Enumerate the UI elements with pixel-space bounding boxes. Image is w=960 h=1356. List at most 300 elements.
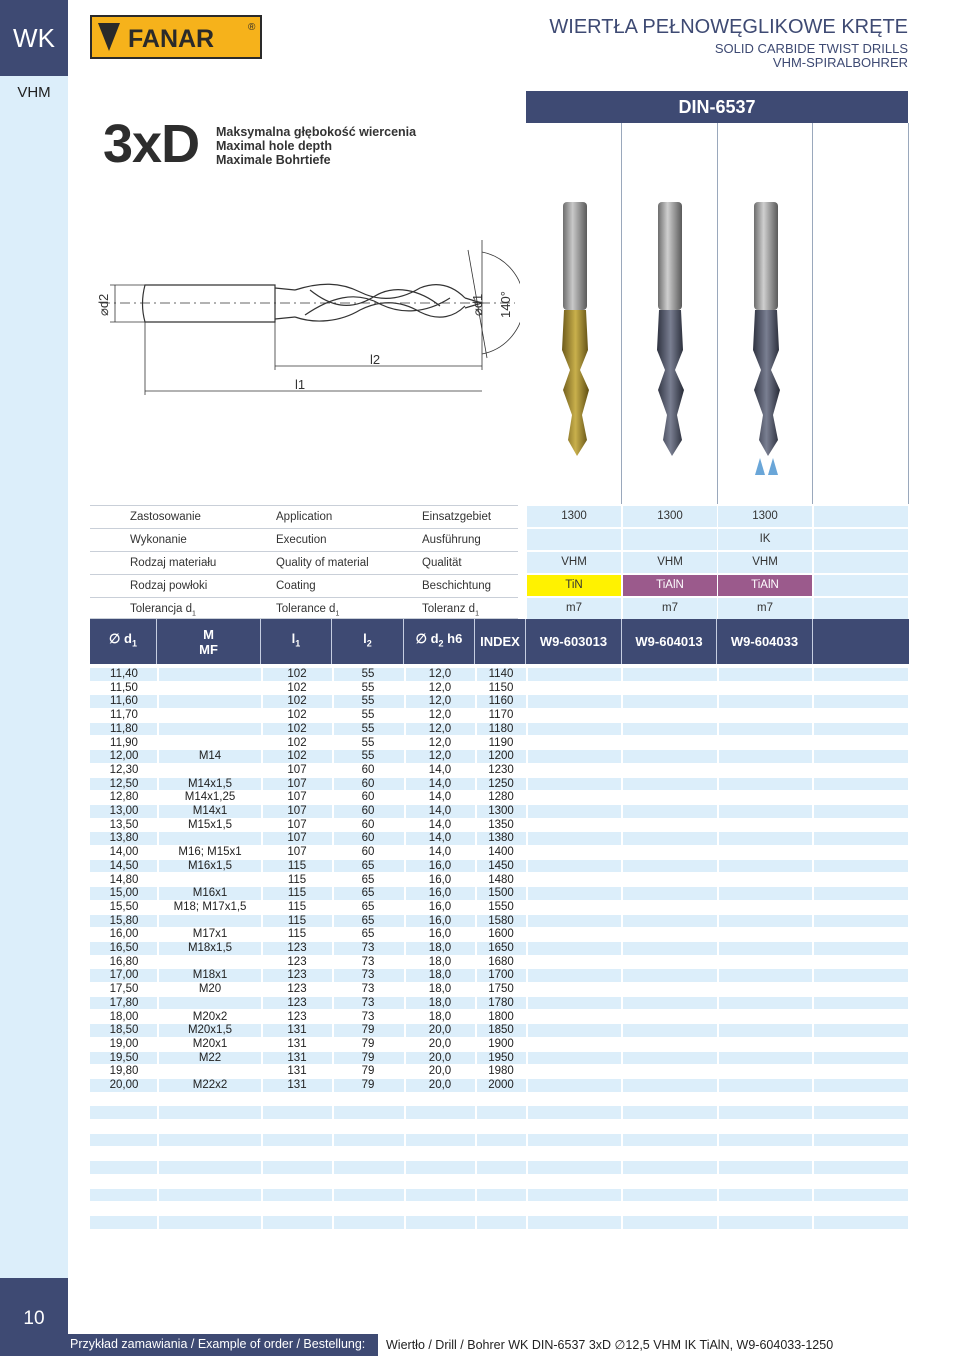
property-label-de: Einsatzgebiet: [422, 511, 492, 523]
table-cell: 20,0: [428, 1079, 452, 1091]
table-cell: 15,00: [109, 887, 139, 900]
property-divider: [90, 505, 518, 506]
table-cell: 115: [287, 859, 307, 872]
table-cell: [165, 764, 255, 777]
property-value: 1300: [718, 506, 812, 527]
logo-graphic: [92, 17, 260, 57]
table-cell: 107: [287, 777, 307, 790]
property-label-en: Application: [276, 511, 333, 523]
table-cell: 20,0: [428, 1051, 452, 1064]
table-cell: 13,50: [109, 818, 139, 831]
header-product-2: W9-604013: [622, 619, 717, 664]
table-cell: 14,50: [109, 859, 139, 872]
table-cell: 60: [361, 791, 375, 804]
property-label-pl: Wykonanie: [130, 534, 187, 546]
table-cell: 79: [361, 1079, 375, 1091]
din-standard-header: DIN-6537: [526, 91, 908, 123]
table-row: [90, 1079, 908, 1092]
property-label-de: Beschichtung: [422, 580, 492, 592]
table-cell: 15,80: [109, 914, 139, 927]
table-cell: 73: [361, 996, 375, 1009]
table-cell: M20x1: [192, 1037, 228, 1050]
header-product-1: W9-603013: [526, 619, 622, 664]
property-label-en: Coating: [276, 580, 316, 592]
table-cell: M14: [198, 750, 222, 763]
table-cell: 20,0: [428, 1024, 452, 1037]
table-cell: 17,00: [109, 969, 139, 982]
table-cell: 13,80: [109, 832, 139, 845]
table-cell: M14x1,5: [187, 777, 233, 790]
property-value: TiAlN: [623, 575, 717, 596]
table-cell: 12,50: [109, 777, 139, 790]
table-cell: 60: [361, 832, 375, 845]
table-cell: 55: [361, 709, 375, 722]
table-cell: 14,0: [428, 777, 452, 790]
property-value: 1300: [623, 506, 717, 527]
table-cell: 16,80: [109, 955, 139, 968]
table-row: [90, 969, 908, 982]
property-value: VHM: [718, 552, 812, 573]
table-row: [90, 737, 908, 750]
table-cell: 16,0: [428, 873, 452, 886]
table-cell: 1170: [488, 709, 514, 722]
table-row: [90, 695, 908, 708]
table-cell: 79: [361, 1065, 375, 1078]
depth-label-de: Maximale Bohrtiefe: [216, 153, 331, 167]
table-cell: [165, 997, 255, 1010]
table-row: [90, 928, 908, 941]
table-cell: 12,00: [109, 750, 139, 763]
table-cell: 1200: [488, 750, 514, 763]
table-cell: 11,50: [110, 681, 138, 694]
page-subtitle-de: VHM-SPIRALBOHRER: [772, 55, 908, 70]
table-cell: 102: [287, 750, 307, 763]
logo-text: FANAR: [128, 25, 215, 53]
table-cell: 12,0: [428, 709, 452, 722]
coolant-arrow-icon: [755, 458, 765, 475]
table-cell: 131: [287, 1079, 307, 1091]
table-cell: M17x1: [192, 928, 228, 941]
table-cell: [165, 682, 255, 695]
table-cell: 1950: [488, 1051, 514, 1064]
column-separator: [261, 667, 263, 1244]
depth-ratio: 3xD: [103, 114, 200, 174]
table-row: [90, 1175, 908, 1188]
drill-image-tialn-ik: [741, 200, 801, 460]
table-cell: 60: [361, 805, 375, 817]
table-row: [90, 860, 908, 873]
property-value: VHM: [623, 552, 717, 573]
table-cell: [165, 874, 255, 887]
table-cell: 107: [287, 805, 307, 817]
table-cell: 1550: [488, 900, 514, 913]
table-cell: 102: [287, 668, 307, 680]
order-example-value: Wiertło / Drill / Bohrer WK DIN-6537 3xD ∅12,5 VHM IK TiAlN, W9-604033-1250: [378, 1334, 960, 1356]
column-divider: [908, 123, 909, 504]
table-cell: 1140: [488, 668, 514, 680]
page-number: 10: [23, 1308, 45, 1329]
table-cell: 1180: [488, 722, 514, 735]
depth-label-pl: Maksymalna głębokość wiercenia: [216, 125, 417, 139]
table-row: [90, 791, 908, 804]
table-cell: 19,00: [109, 1037, 139, 1050]
table-cell: 73: [361, 1010, 375, 1023]
table-cell: 1250: [488, 777, 514, 790]
property-value: [814, 598, 908, 619]
column-separator: [157, 667, 159, 1244]
drill-diagram: [90, 240, 520, 400]
table-cell: 14,0: [428, 763, 452, 776]
column-separator: [621, 667, 623, 1244]
table-cell: 107: [287, 791, 307, 804]
table-cell: 16,50: [109, 942, 139, 954]
table-cell: 18,0: [428, 942, 452, 954]
table-cell: 79: [361, 1024, 375, 1037]
table-cell: 18,0: [428, 955, 452, 968]
table-cell: 55: [361, 695, 375, 708]
drill-image-tin: [550, 200, 610, 460]
table-cell: M18x1,5: [187, 942, 233, 954]
order-example-label: Przykład zamawiania / Example of order / Bestellung:: [70, 1337, 366, 1351]
table-cell: 115: [287, 928, 307, 941]
table-cell: 55: [361, 681, 375, 694]
table-cell: [165, 956, 255, 969]
column-separator: [812, 667, 814, 1244]
table-row: [90, 1093, 908, 1106]
table-cell: 60: [361, 777, 375, 790]
table-row: [90, 1038, 908, 1051]
table-cell: 1160: [488, 695, 514, 708]
page-title: WIERTŁA PEŁNOWĘGLIKOWE KRĘTE: [549, 16, 908, 38]
property-label-pl: Rodzaj materiału: [130, 557, 217, 569]
table-cell: 12,0: [428, 750, 452, 763]
table-cell: 12,0: [428, 681, 452, 694]
table-cell: M20x2: [192, 1010, 228, 1023]
table-cell: 18,00: [109, 1010, 139, 1023]
table-cell: 1400: [488, 846, 514, 859]
property-value: TiN: [527, 575, 621, 596]
column-separator: [404, 667, 406, 1244]
table-cell: 131: [287, 1051, 307, 1064]
table-row: [90, 819, 908, 832]
property-value: [814, 575, 908, 596]
property-value: m7: [718, 598, 812, 619]
table-cell: 1150: [488, 681, 514, 694]
table-cell: 18,50: [109, 1024, 139, 1037]
table-cell: 65: [361, 887, 375, 900]
coolant-arrow-icon: [768, 458, 778, 475]
property-label-pl: Rodzaj powłoki: [130, 580, 208, 592]
table-cell: 102: [287, 722, 307, 735]
table-row: [90, 887, 908, 900]
table-cell: 65: [361, 914, 375, 927]
header-product-3: W9-604033: [717, 619, 813, 664]
table-cell: 14,0: [428, 791, 452, 804]
table-cell: M22x2: [192, 1079, 228, 1091]
table-cell: 12,0: [428, 668, 452, 680]
table-cell: 115: [287, 914, 307, 927]
table-cell: M15x1,5: [187, 818, 233, 831]
table-cell: 60: [361, 818, 375, 831]
property-value: VHM: [527, 552, 621, 573]
table-cell: 79: [361, 1051, 375, 1064]
table-cell: 1980: [488, 1065, 514, 1078]
table-row: [90, 956, 908, 969]
table-row: [90, 1024, 908, 1037]
page-subtitle-en: SOLID CARBIDE TWIST DRILLS: [714, 41, 908, 56]
table-row: [90, 764, 908, 777]
table-cell: 1800: [488, 1010, 514, 1023]
table-cell: 2000: [488, 1079, 514, 1091]
table-row: [90, 1216, 908, 1229]
table-cell: 1900: [488, 1037, 514, 1050]
property-value: IK: [718, 529, 812, 550]
table-cell: 11,60: [110, 695, 138, 708]
table-cell: 131: [287, 1065, 307, 1078]
logo-registered: ®: [248, 22, 256, 33]
property-label-pl: Tolerancja $d_1$: [130, 603, 196, 618]
table-cell: 16,0: [428, 859, 452, 872]
table-cell: 65: [361, 873, 375, 886]
table-cell: 1700: [488, 969, 514, 982]
table-cell: 14,0: [428, 805, 452, 817]
table-row: [90, 1120, 908, 1133]
table-cell: 131: [287, 1037, 307, 1050]
header-index: INDEX: [475, 619, 526, 664]
fanar-logo: [90, 15, 262, 59]
table-cell: 1500: [488, 887, 514, 900]
property-label-de: Toleranz $d_1$: [422, 603, 479, 618]
table-cell: M18x1: [192, 969, 228, 982]
property-value: TiAlN: [718, 575, 812, 596]
table-cell: 1380: [488, 832, 514, 845]
table-cell: M16; M15x1: [178, 846, 242, 859]
table-cell: 123: [287, 942, 307, 954]
property-divider: [90, 551, 518, 552]
table-cell: 18,0: [428, 1010, 452, 1023]
table-cell: 102: [287, 695, 307, 708]
header-empty: [813, 619, 909, 664]
table-cell: M14x1,25: [184, 791, 236, 804]
header-d2: ∅ $d_2$ h6: [404, 619, 475, 664]
depth-label-en: Maximal hole depth: [216, 139, 332, 153]
table-cell: 73: [361, 983, 375, 996]
table-row: [90, 778, 908, 791]
table-cell: 1480: [488, 873, 514, 886]
d2-label: ⌀d2: [96, 293, 111, 316]
table-cell: 19,50: [109, 1051, 139, 1064]
table-row: [90, 846, 908, 859]
table-cell: 131: [287, 1024, 307, 1037]
table-cell: 73: [361, 955, 375, 968]
table-cell: 1450: [488, 859, 514, 872]
table-cell: 12,0: [428, 695, 452, 708]
table-cell: 17,50: [109, 983, 139, 996]
table-cell: [165, 832, 255, 845]
table-cell: 102: [287, 736, 307, 749]
property-label-en: Tolerance $d_1$: [276, 603, 340, 618]
table-cell: 60: [361, 763, 375, 776]
table-row: [90, 805, 908, 818]
table-cell: 18,0: [428, 969, 452, 982]
property-label-de: Ausführung: [422, 534, 481, 546]
table-cell: 107: [287, 832, 307, 845]
property-label-en: Execution: [276, 534, 327, 546]
table-cell: M18; M17x1,5: [173, 900, 247, 913]
table-row: [90, 1011, 908, 1024]
table-row: [90, 1106, 908, 1119]
table-cell: 115: [287, 873, 307, 886]
property-value: [527, 529, 621, 550]
table-cell: 107: [287, 818, 307, 831]
column-separator: [526, 667, 528, 1244]
table-cell: 16,0: [428, 900, 452, 913]
table-cell: 55: [361, 668, 375, 680]
table-row: [90, 942, 908, 955]
table-row: [90, 723, 908, 736]
table-header: [90, 619, 909, 664]
column-separator: [475, 667, 477, 1244]
table-row: [90, 1148, 908, 1161]
table-cell: 73: [361, 942, 375, 954]
table-cell: 1600: [488, 928, 514, 941]
table-row: [90, 997, 908, 1010]
table-cell: 14,0: [428, 832, 452, 845]
table-cell: 1300: [488, 805, 514, 817]
table-cell: 11,40: [110, 668, 138, 680]
table-cell: 12,0: [428, 722, 452, 735]
table-cell: [165, 737, 255, 750]
table-cell: 79: [361, 1037, 375, 1050]
property-value: 1300: [527, 506, 621, 527]
table-cell: 11,70: [110, 709, 138, 722]
table-cell: 20,0: [428, 1037, 452, 1050]
table-row: [90, 874, 908, 887]
table-cell: 1230: [488, 763, 514, 776]
property-label-de: Qualität: [422, 557, 462, 569]
table-row: [90, 915, 908, 928]
table-cell: 1580: [488, 914, 514, 927]
point-angle-label: 140°: [498, 291, 513, 318]
property-label-pl: Zastosowanie: [130, 511, 201, 523]
property-value: m7: [623, 598, 717, 619]
table-cell: 16,0: [428, 887, 452, 900]
table-cell: 123: [287, 955, 307, 968]
property-label-en: Quality of material: [276, 557, 369, 569]
table-cell: 115: [287, 887, 307, 900]
table-cell: [165, 1065, 255, 1078]
table-cell: 1350: [488, 818, 514, 831]
table-cell: 65: [361, 859, 375, 872]
table-cell: [165, 668, 255, 681]
table-row: [90, 901, 908, 914]
table-cell: 14,00: [109, 846, 139, 859]
logo-v-mark: [98, 23, 120, 51]
table-cell: 1650: [488, 942, 514, 954]
property-divider: [90, 528, 518, 529]
table-cell: 19,80: [109, 1065, 139, 1078]
table-cell: 1190: [488, 736, 514, 749]
property-value: m7: [527, 598, 621, 619]
table-cell: M22: [198, 1051, 222, 1064]
table-cell: [165, 915, 255, 928]
table-cell: 14,0: [428, 846, 452, 859]
table-cell: 16,0: [428, 928, 452, 941]
table-cell: 13,00: [109, 805, 139, 817]
table-cell: 123: [287, 996, 307, 1009]
table-cell: 73: [361, 969, 375, 982]
column-divider: [621, 123, 622, 504]
table-row: [90, 682, 908, 695]
table-cell: 65: [361, 928, 375, 941]
table-cell: 1750: [488, 983, 514, 996]
table-cell: 15,50: [109, 900, 139, 913]
header-thread: M MF: [157, 619, 261, 664]
drill-shank: [143, 285, 276, 322]
property-divider: [90, 574, 518, 575]
column-divider: [812, 123, 813, 504]
table-cell: 1780: [488, 996, 514, 1009]
table-cell: [165, 723, 255, 736]
table-row: [90, 1161, 908, 1174]
table-cell: 14,0: [428, 818, 452, 831]
table-cell: 55: [361, 736, 375, 749]
table-row: [90, 1189, 908, 1202]
table-cell: 102: [287, 681, 307, 694]
table-cell: 1680: [488, 955, 514, 968]
property-divider: [90, 597, 518, 598]
table-cell: 16,0: [428, 914, 452, 927]
table-cell: [165, 695, 255, 708]
table-row: [90, 832, 908, 845]
table-cell: 107: [287, 763, 307, 776]
table-cell: 102: [287, 709, 307, 722]
table-cell: 123: [287, 1010, 307, 1023]
table-cell: 123: [287, 983, 307, 996]
table-row: [90, 983, 908, 996]
column-separator: [332, 667, 334, 1244]
table-cell: 12,30: [109, 763, 139, 776]
property-value: [814, 506, 908, 527]
column-separator: [717, 667, 719, 1244]
table-cell: 123: [287, 969, 307, 982]
table-cell: 1850: [488, 1024, 514, 1037]
table-cell: M16x1: [192, 887, 228, 900]
table-cell: 12,80: [109, 791, 139, 804]
drill-image-tialn: [645, 200, 705, 460]
table-cell: 14,80: [109, 873, 139, 886]
table-cell: 12,0: [428, 736, 452, 749]
header-d1: ∅ $d_1$: [90, 619, 157, 664]
section-tab: WK: [0, 0, 68, 76]
table-cell: 11,80: [110, 722, 138, 735]
header-l1: $l_1$: [261, 619, 332, 664]
table-cell: 1280: [488, 791, 514, 804]
property-value: [814, 529, 908, 550]
sidebar: [0, 0, 68, 1356]
table-cell: M14x1: [192, 805, 228, 817]
l1-label: l1: [295, 377, 306, 392]
table-cell: [165, 709, 255, 722]
table-cell: 11,90: [110, 736, 138, 749]
property-value: [623, 529, 717, 550]
table-row: [90, 750, 908, 763]
table-row: [90, 668, 908, 681]
l2-label: l2: [370, 352, 381, 367]
table-cell: 55: [361, 750, 375, 763]
table-cell: 18,0: [428, 996, 452, 1009]
table-row: [90, 1202, 908, 1215]
